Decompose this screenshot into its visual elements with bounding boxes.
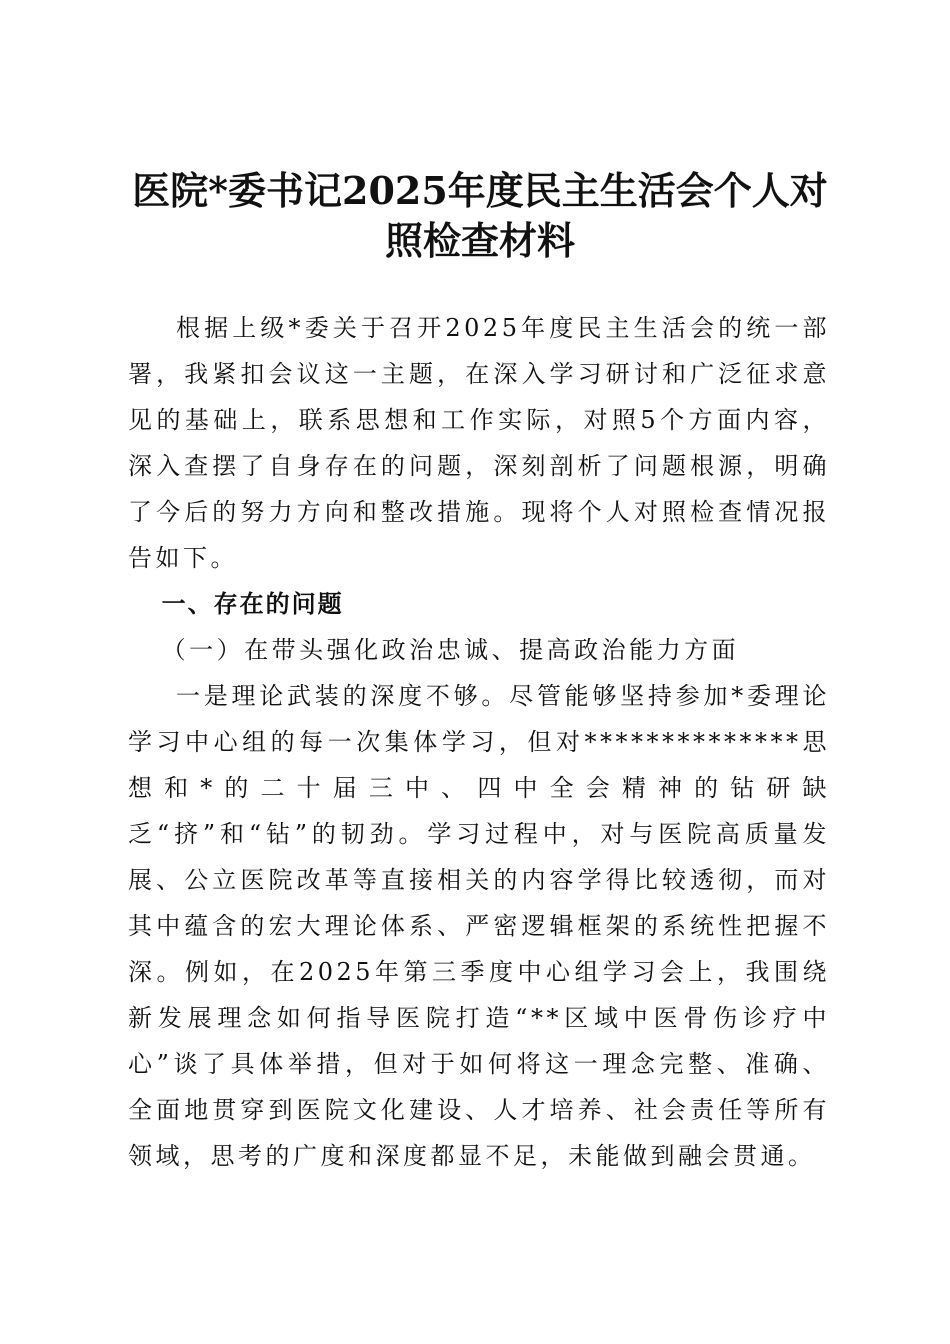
subsection-heading-political: （一）在带头强化政治忠诚、提高政治能力方面 [161, 636, 740, 664]
body-paragraph: 一是理论武装的深度不够。尽管能够坚持参加*委理论学习中心组的每一次集体学习，但对**************思想和*的二十届三中、四中全会精神的钻研缺乏“挤”和“钻”的韧劲。学习过程中，对与医院高质量发展、公立医院改革等直接相关的内容学得比较透彻，而对其中蕴含的宏大理论体系、严密逻辑框架的系统性把握不深。例如，在2025年第三季度中心组学习会上，我围绕新发展理念如何指导医院打造“**区域中医骨伤诊疗中心”谈了具体举措，但对于如何将这一理念完整、准确、全面地贯穿到医院文化建设、人才培养、社会责任等所有领域，思考的广度和深度都显不足，未能做到融会贯通。 [128, 682, 830, 1170]
section-heading-problems: 一、存在的问题 [161, 590, 344, 618]
document-body [128, 305, 830, 1179]
intro-paragraph: 根据上级*委关于召开2025年度民主生活会的统一部署，我紧扣会议这一主题，在深入学习研讨和广泛征求意见的基础上，联系思想和工作实际，对照5个方面内容，深入查摆了自身存在的问题，深刻剖析了问题根源，明确了今后的努力方向和整改措施。现将个人对照检查情况报告如下。 [128, 314, 830, 572]
document-title: 医院*委书记2025年度民主生活会个人对照检查材料 [132, 168, 828, 263]
